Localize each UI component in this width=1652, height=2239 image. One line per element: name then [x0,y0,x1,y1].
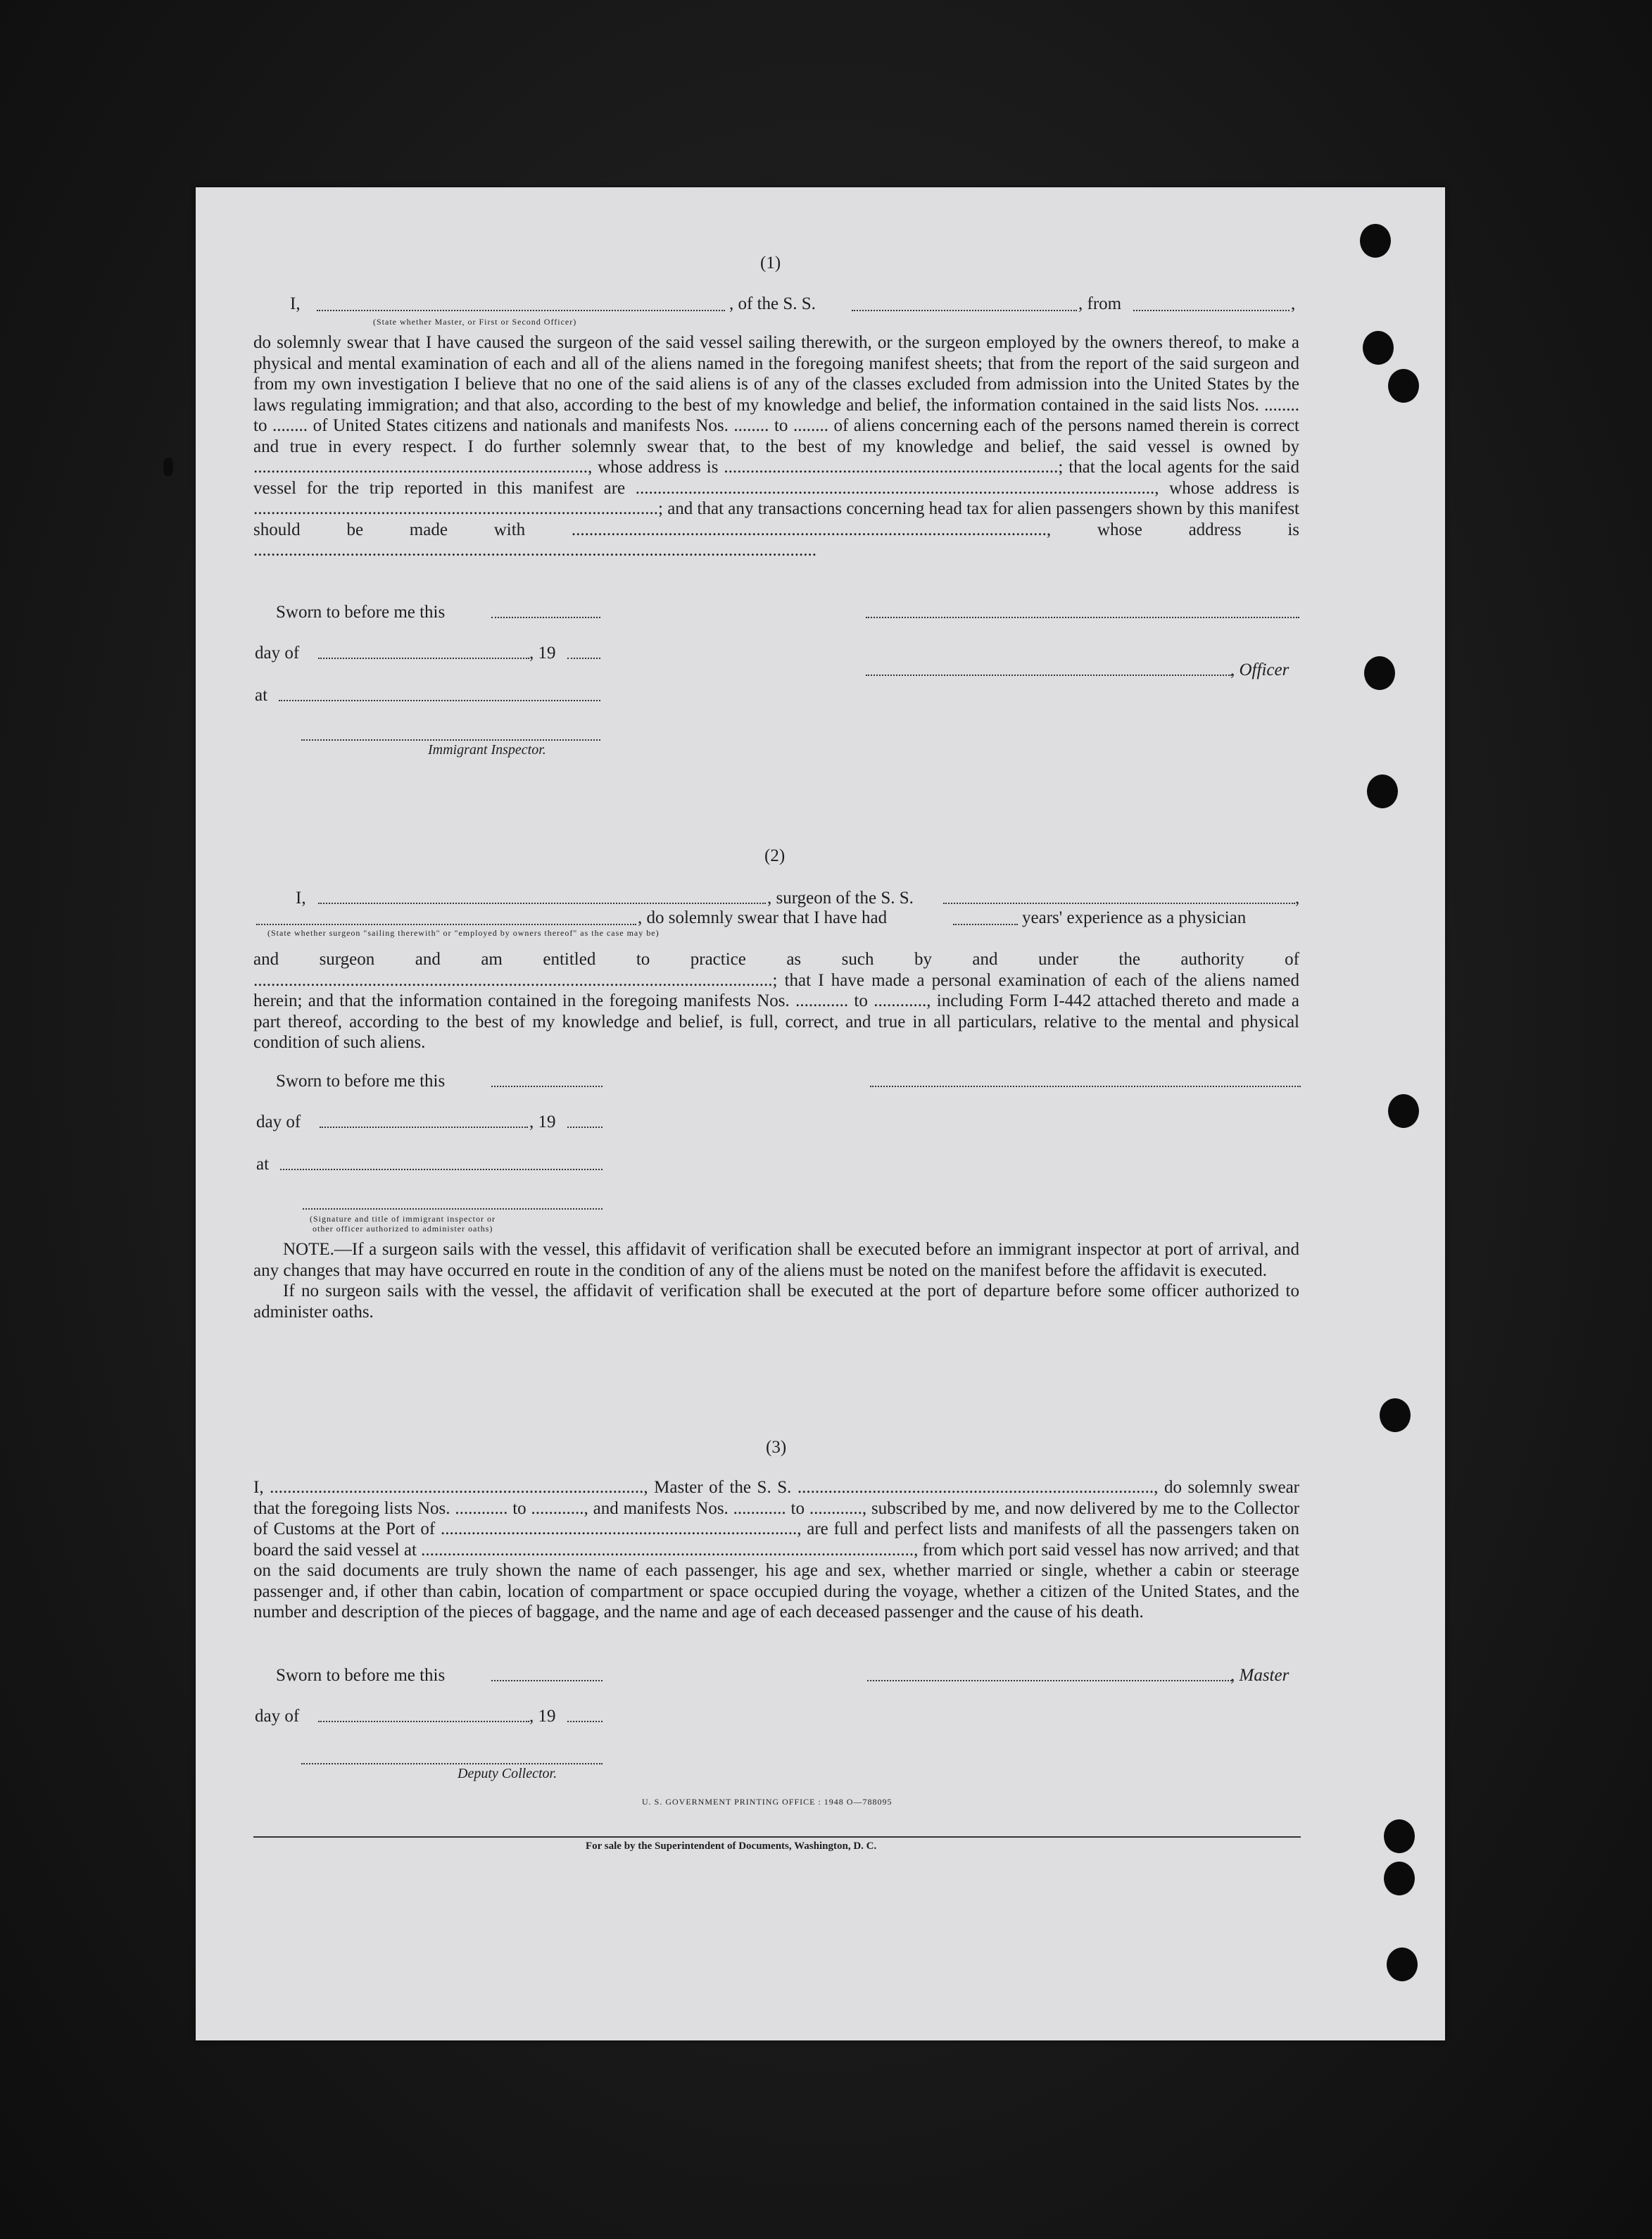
s1-inspector-signature-line[interactable] [301,739,600,741]
punch-hole [1387,1948,1418,1981]
s2-vessel-name-field[interactable] [943,903,1295,904]
s3-sworn-date-field[interactable] [491,1680,603,1681]
s2-day-of-label: day of [256,1112,301,1131]
section-2-body [253,949,1299,1053]
s1-month-field[interactable] [318,658,529,659]
section-3-number: (3) [766,1438,787,1457]
s1-year-label: , 19 [529,644,556,663]
bleed-through-text [442,245,456,270]
s2-inspector-signature-line[interactable] [303,1208,603,1210]
s2-at-place-field[interactable] [280,1169,603,1170]
s3-oath-text: I, ....................................................................................., Master of the S. S. ................................................................................., do solemnly swear that the foregoing lists Nos. ............ to ............, and manifests Nos. ............ to ............, subscribed by me, and now delivered by me to the Collector of Customs at the Port of ................................................................................., are full and perfect lists and manifests of all the passengers taken on board the said vessel at ................................................................................................................, from which port said vessel has now arrived; and that on the said documents are truly shown the name of each passenger, his age and sex, whether married or single, whether a cabin or steerage passenger and, if other than cabin, location of compartment or space occupied during the voyage, whether a citizen of the United States, and the number and description of the pieces of baggage, and the name and age of each deceased passenger and the cause of his death. [253,1478,1299,1622]
s2-sworn-date-field[interactable] [491,1086,603,1087]
s1-sworn-label: Sworn to before me this [276,603,446,622]
s3-collector-label: Deputy Collector. [458,1766,557,1781]
punch-hole [1364,656,1395,690]
section-3-body [253,1477,1299,1623]
s2-line1-comma: , [1295,889,1300,908]
s2-surgeon-name-field[interactable] [318,903,766,904]
s1-sworn-date-field[interactable] [491,617,600,618]
punch-hole [1384,1862,1415,1895]
s3-year-field[interactable] [567,1721,603,1722]
scan-speck [163,458,173,476]
s1-officer-label: , Officer [1230,660,1290,679]
punch-hole [1380,1398,1411,1432]
punch-hole [1363,331,1394,365]
s3-collector-signature-line[interactable] [301,1763,603,1764]
s1-line1-prefix: I, [290,294,301,313]
s2-line2-mid: , do solemnly swear that I have had [638,908,888,927]
s1-at-place-field[interactable] [279,700,600,701]
s3-day-of-label: day of [255,1707,300,1726]
s2-sworn-label: Sworn to before me this [276,1072,446,1091]
footer-rule [253,1836,1301,1838]
s2-line1-prefix: I, [296,889,306,908]
s2-year-label: , 19 [529,1112,556,1131]
s2-line1-mid: , surgeon of the S. S. [767,889,914,908]
section-2-notes [253,1239,1299,1322]
s2-signature-hint-2: other officer authorized to administer oaths) [313,1224,493,1234]
s1-line1-comma: , [1291,294,1296,313]
s1-vessel-name-field[interactable] [852,310,1077,311]
s2-signature-hint-1: (Signature and title of immigrant inspector or [310,1214,496,1224]
s1-officer-title-line[interactable] [866,675,1232,676]
printing-office-imprint: U. S. GOVERNMENT PRINTING OFFICE : 1948 O—788095 [642,1797,893,1807]
s3-sworn-label: Sworn to before me this [276,1666,446,1685]
s1-oath-text: do solemnly swear that I have caused the surgeon of the said vessel sailing therewith, or the surgeon employed by the owners thereof, to make a physical and mental examination of each and all of the aliens named in the foregoing manifest sheets; that from the report of the said surgeon and from my own investigation I believe that no one of the said aliens is of any of the classes excluded from admission into the United States by the laws regulating immigration; and that also, according to the best of my knowledge and belief, the information contained in the said lists Nos. ........ to ........ of United States citizens and nationals and manifests Nos. ........ to ........ of aliens concerning each of the persons named therein is correct and true in every respect. I do further solemnly swear that, to the best of my knowledge and belief, the said vessel is owned by ............................................................................, whose address is ............................................................................; that the local agents for the said vessel for the trip reported in this manifest are ......................................................................................................................, whose address is ............................................................................................; and that any transactions concerning head tax for alien passengers shown by this manifest should be made with ............................................................................................................, whose address is ................................................................................................................................ [253,333,1299,560]
punch-hole [1388,369,1419,403]
s3-month-field[interactable] [318,1721,529,1722]
punch-hole [1360,224,1391,258]
s2-year-field[interactable] [567,1127,603,1128]
s2-surgeon-hint: (State whether surgeon "sailing therewith" or "employed by owners thereof" as the case may be) [267,928,660,938]
section-1-body [253,332,1299,561]
s2-oath-text: and surgeon and am entitled to practice as such by and under the authority of ......................................................................................................................; that I have made a personal examination of each of the aliens named herein; and that the information contained in the foregoing manifests Nos. ............ to ............, including Form I-442 attached thereto and made a part thereof, according to the best of my knowledge and belief, is full, correct, and true in all particulars, relative to the mental and physical condition of such aliens. [253,950,1299,1052]
s1-line1-end: , from [1078,294,1122,313]
punch-hole [1388,1094,1419,1128]
s3-year-label: , 19 [529,1707,556,1726]
s1-inspector-label: Immigrant Inspector. [428,742,546,758]
punch-hole [1384,1819,1415,1853]
s1-officer-hint: (State whether Master, or First or Second Officer) [373,317,577,327]
s2-note-surgeon-sails: NOTE.—If a surgeon sails with the vessel, this affidavit of verification shall be executed before an immigrant inspector at port of arrival, and any changes that may have occurred en route in the condition of any of the aliens must be noted on the manifest before the affidavit is executed. [253,1240,1299,1280]
s1-at-label: at [255,686,268,705]
section-1-number: (1) [760,253,781,272]
s2-surgeon-signature-line[interactable] [870,1086,1301,1087]
punch-hole [1367,774,1398,808]
s2-surgeon-status-field[interactable] [256,924,636,925]
s1-day-of-label: day of [255,644,300,663]
sale-notice: For sale by the Superintendent of Documents, Washington, D. C. [586,1840,877,1852]
s1-year-field[interactable] [567,658,600,659]
s3-master-signature-line[interactable] [867,1680,1232,1681]
s2-month-field[interactable] [320,1127,528,1128]
s2-line2-end: years' experience as a physician [1022,908,1247,927]
s3-master-label: , Master [1230,1666,1290,1685]
s1-from-port-field[interactable] [1133,310,1290,311]
s2-at-label: at [256,1155,270,1174]
section-2-number: (2) [764,846,786,865]
s1-line1-mid: , of the S. S. [729,294,816,313]
s2-years-field[interactable] [953,924,1018,925]
s1-officer-signature-line[interactable] [866,617,1299,618]
s2-note-no-surgeon: If no surgeon sails with the vessel, the affidavit of verification shall be executed at the port of departure before some officer authorized to administer oaths. [253,1281,1299,1322]
s1-officer-name-field[interactable] [317,310,725,311]
